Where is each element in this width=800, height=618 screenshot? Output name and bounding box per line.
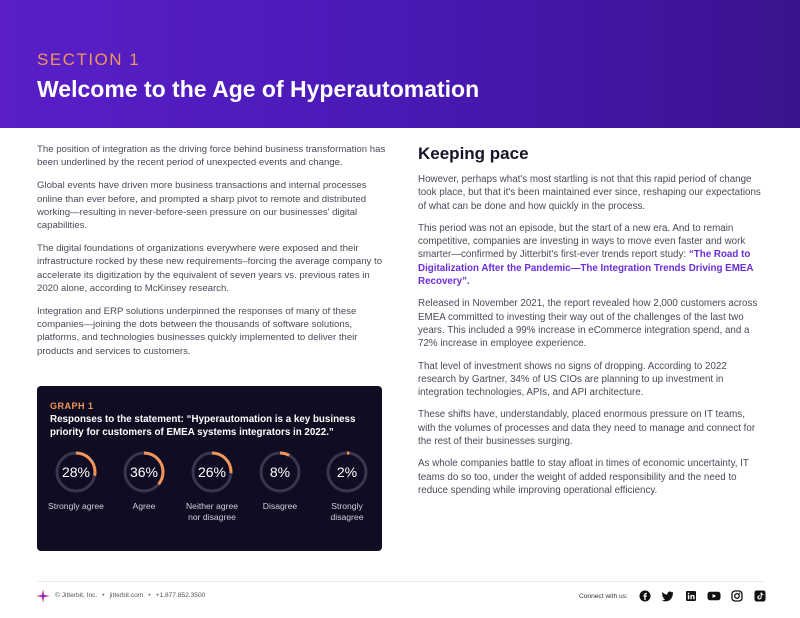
graph-card	[37, 386, 382, 551]
facebook-icon[interactable]	[639, 590, 651, 602]
graph-statement: Responses to the statement: “Hyperautomation is a key business priority for customers of EMEA systems integrators in 2022.”	[50, 414, 356, 438]
body-paragraph-6: As whole companies battle to stay afloat in times of economic uncertainty, IT teams do so too, under the weight of added responsibility and the need to reduce spending while improving operational efficiency.	[418, 458, 749, 496]
donut-caption: Neither agree nor disagree	[185, 501, 239, 522]
section-label: SECTION 1	[37, 50, 141, 69]
intro-paragraph-3: The digital foundations of organizations everywhere were exposed and their infrastructure rocked by these new requirements–forcing the average company to accelerate its digitization by the equivalent of seven years vs. previous rates in 2020 alone, according to McKinsey research.	[37, 243, 383, 294]
website-link[interactable]: jitterbit.com	[109, 592, 144, 599]
footer-info	[55, 592, 205, 599]
linkedin-icon[interactable]	[685, 590, 697, 602]
separator: •	[148, 592, 151, 599]
donut-item	[43, 450, 109, 512]
donut-item	[111, 450, 177, 512]
body-paragraph-4: That level of investment shows no signs of dropping. According to 2022 research by Gartner, 34% of US CIOs are planning to up investment in integration technologies, APIs, and API architecture.	[418, 360, 727, 399]
donut-item	[179, 450, 245, 522]
header-banner	[0, 0, 800, 128]
intro-paragraph-1: The position of integration as the driving force behind business transformation has been underlined by the recent period of unexpected events and change.	[37, 144, 386, 169]
body-paragraph-2	[418, 222, 763, 288]
twitter-icon[interactable]	[662, 590, 674, 602]
body-paragraph-5: These shifts have, understandably, placed enormous pressure on IT teams, with the volumes of processes and data they need to manage and connect for the rest of their businesses surging.	[418, 409, 756, 448]
donut-value: 36%	[129, 464, 159, 480]
donut-value: 28%	[61, 464, 91, 480]
jitterbit-logo-icon	[36, 589, 50, 603]
page-title: Welcome to the Age of Hyperautomation	[37, 76, 480, 102]
footer-divider	[37, 581, 765, 582]
donut-caption: Strongly disagree	[330, 501, 364, 522]
instagram-icon[interactable]	[731, 590, 743, 602]
tiktok-icon[interactable]	[754, 590, 766, 602]
donut-caption: Strongly agree	[48, 501, 104, 511]
intro-paragraph-4: Integration and ERP solutions underpinned the responses of many of these companies—joining the dots between the thousands of software solutions, platforms, and technologies businesses quickly implemented to deliver their products and services to customers.	[37, 306, 358, 357]
donut-value: 8%	[269, 464, 291, 480]
donut-value: 2%	[336, 464, 358, 480]
youtube-icon[interactable]	[707, 590, 721, 602]
donut-item	[314, 450, 380, 522]
donut-value: 26%	[197, 464, 227, 480]
separator: •	[102, 592, 105, 599]
donut-caption: Disagree	[262, 501, 298, 511]
right-column	[418, 143, 763, 506]
body-paragraph-3: Released in November 2021, the report revealed how 2,000 customers across EMEA committed to investing their way out of the challenges of the last two years. This included a 99% increase in eCommerce integration spend, and a 72% increase in employee experience.	[418, 298, 758, 350]
intro-paragraph-2: Global events have driven more business transactions and internal processes online than ever before, and prompted a sharp pivot to remote and distributed working—resulting in never-before-seen pressure on our businesses' digital capabilities.	[37, 180, 367, 232]
section-heading: Keeping pace	[418, 144, 529, 163]
company-name: © Jitterbit, Inc.	[55, 592, 98, 599]
left-column	[37, 143, 387, 368]
body-paragraph-1: However, perhaps what's most startling is not that this rapid period of change took place, but that it's been maintained ever since, reshaping our expectations of what can be done and how quickly in the process.	[418, 174, 761, 212]
phone-number[interactable]: +1.877.852.3500	[155, 592, 206, 599]
report-title-link[interactable]: “The Road to Digitalization After the Pandemic—The Integration Trends Driving EMEA Recovery”.	[418, 249, 754, 288]
donut-item	[247, 450, 313, 512]
body-paragraph-2-text: This period was not an episode, but the start of a new era. And to remain competitive, companies are investing in ways to move even faster and work smarter—confirmed by Jitterbit's first-ever trends report study:	[418, 222, 746, 261]
graph-label: GRAPH 1	[50, 401, 94, 411]
connect-label: Connect with us:	[579, 593, 628, 600]
donut-caption: Agree	[132, 501, 156, 511]
